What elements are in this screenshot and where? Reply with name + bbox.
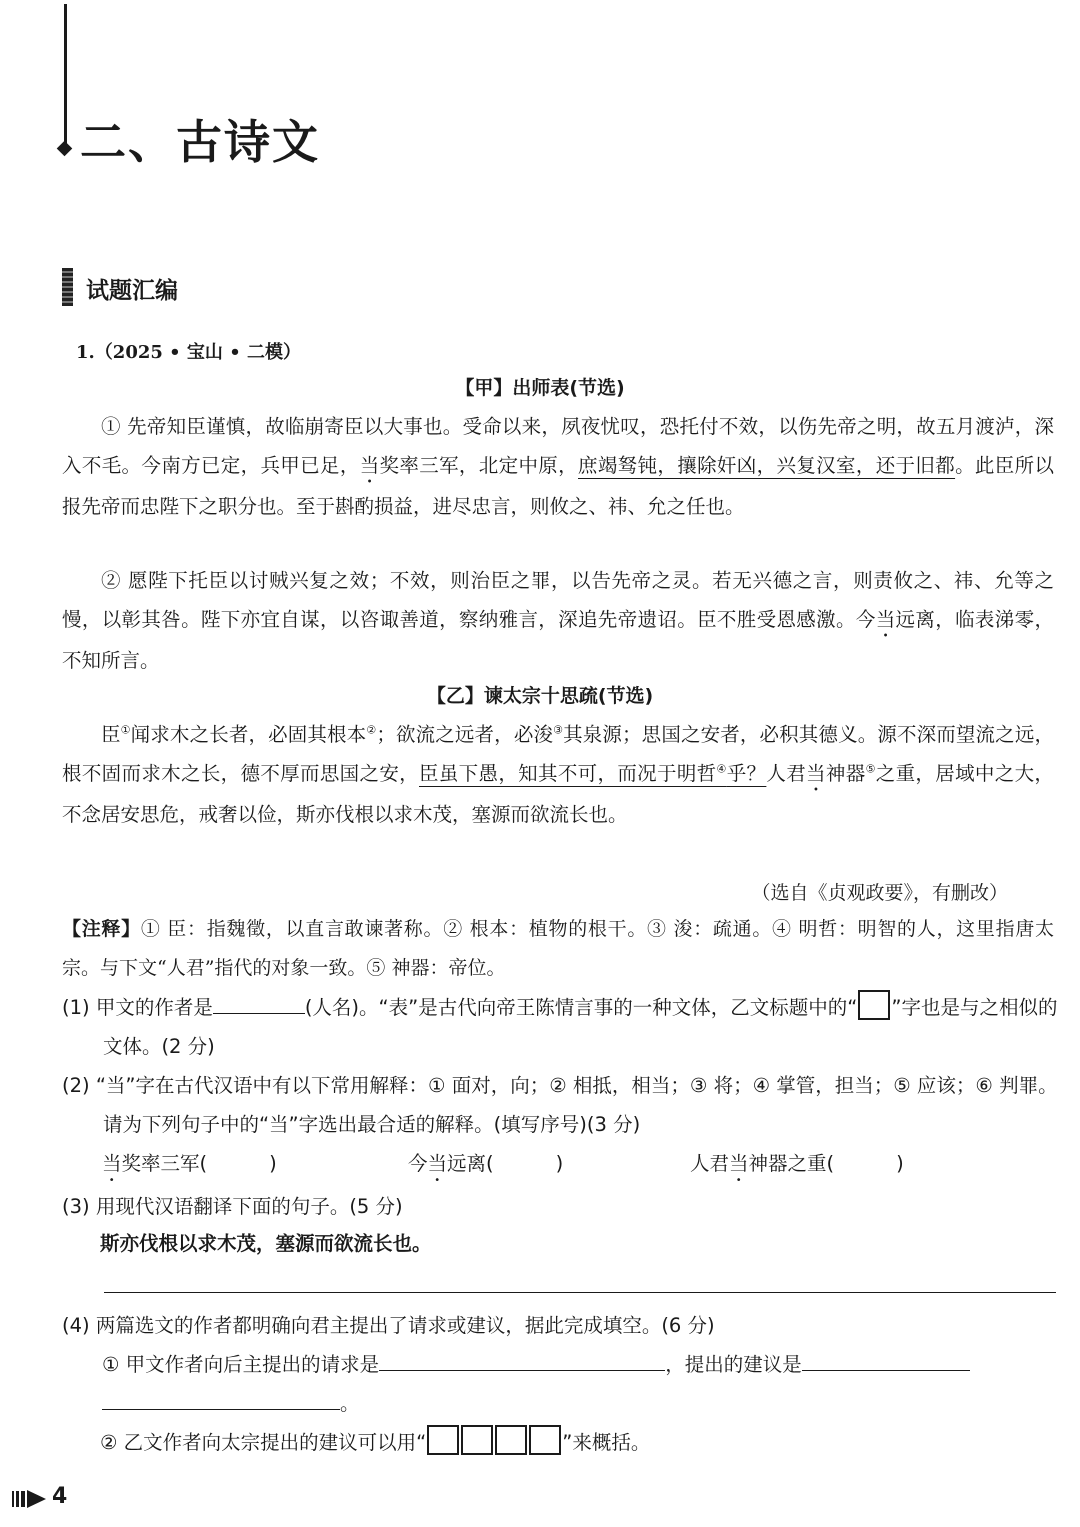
text-run: 今 xyxy=(408,1152,428,1175)
q2-item-2 xyxy=(408,1148,563,1186)
answer-box[interactable] xyxy=(858,990,890,1020)
q2-item-1 xyxy=(102,1148,277,1186)
passage-b-paragraph xyxy=(62,716,1054,834)
text-run: 其泉源；思国之安者，必积其德义。源不深而望流之远，根不固而求木之长，德不厚而思国之安， xyxy=(62,723,1054,785)
text-run: ”字也是与之相似的文体。(2 分) xyxy=(102,996,1058,1058)
text-run: 闻求木之长者，必固其根本 xyxy=(130,723,367,746)
q4-sub-2 xyxy=(100,1423,1055,1462)
dotted-char: 当 xyxy=(729,1152,749,1175)
note-ref: ② xyxy=(366,723,377,737)
question-4: (4) 两篇选文的作者都明确向君主提出了请求或建议，据此完成填空。(6 分) xyxy=(62,1314,715,1337)
q2-item-3 xyxy=(690,1148,904,1186)
text-run: ；欲流之远者，必浚 xyxy=(376,723,554,746)
text-run: 奖率三军( xyxy=(121,1152,208,1175)
text-run: 之重，居域中之大，不念居安思危，戒奢以俭，斯亦伐根以求木茂，塞源而欲流长也。 xyxy=(62,761,1054,826)
request-answer-blank[interactable] xyxy=(379,1348,665,1371)
question-3: (3) 用现代汉语翻译下面的句子。(5 分) xyxy=(62,1195,403,1218)
passage-a-paragraph-1 xyxy=(62,408,1054,526)
passage-b-title: 【乙】谏太宗十思疏(节选) xyxy=(426,685,654,707)
answer-box[interactable] xyxy=(461,1425,493,1455)
question-2: (2) “当”字在古代汉语中有以下常用解释：① 面对，向；② 相抵，相当；③ 将；④ 掌管，担当；⑤ 应该；⑥ 判罪。请为下列句子中的“当”字选出最合适的解释。(填写序号)(3 分) xyxy=(62,1074,1058,1136)
text-run: 。 xyxy=(340,1392,360,1415)
text-run: ① 甲文作者向后主提出的请求是 xyxy=(102,1353,380,1376)
chapter-rule-line xyxy=(64,4,67,150)
dotted-char: 当 xyxy=(359,453,380,477)
dotted-char: 当 xyxy=(102,1152,122,1175)
note-ref: ③ xyxy=(553,723,564,737)
section-marker xyxy=(62,268,73,306)
answer-box[interactable] xyxy=(427,1425,459,1455)
annotations-label: 【注释】 xyxy=(62,918,141,940)
text-run: ，提出的建议是 xyxy=(665,1353,802,1376)
question-1 xyxy=(62,988,1063,1066)
text-run: (人名)。“表”是古代向帝王陈情言事的一种文体，乙文标题中的“ xyxy=(304,996,858,1019)
text-run: 远离( xyxy=(447,1152,494,1175)
page-arrow-icon xyxy=(12,1488,48,1510)
text-run: ) xyxy=(269,1152,277,1175)
source-citation: （选自《贞观政要》，有删改） xyxy=(751,882,1008,904)
question-header: 1.（2025 • 宝山 • 二模） xyxy=(76,342,301,363)
q4-sub-1 xyxy=(102,1345,1057,1384)
dotted-char: 当 xyxy=(427,1152,448,1175)
text-run: 臣虽下愚，知其不可，而况于明哲 xyxy=(419,761,717,785)
note-ref: ⑤ xyxy=(865,762,876,776)
passage-a-title: 【甲】出师表(节选) xyxy=(455,377,625,399)
suggestion-answer-blank[interactable] xyxy=(802,1348,970,1371)
text-run: 人君 xyxy=(690,1152,730,1175)
answer-box[interactable] xyxy=(495,1425,527,1455)
text-run: ) xyxy=(896,1152,904,1175)
section-title: 试题汇编 xyxy=(86,278,178,304)
note-ref: ④ xyxy=(716,762,727,776)
dotted-char: 当 xyxy=(806,761,826,785)
underlined-sentence xyxy=(419,762,766,785)
q4-sub-1-cont xyxy=(102,1384,1057,1423)
text-run: ) xyxy=(555,1152,564,1175)
text-run: ② 乙文作者向太宗提出的建议可以用“ xyxy=(100,1431,427,1454)
note-ref: ① xyxy=(120,723,131,737)
underlined-sentence: 庶竭驽钝，攘除奸凶，兴复汉室，还于旧都 xyxy=(578,453,956,477)
translate-sentence: 斯亦伐根以求木茂，塞源而欲流长也。 xyxy=(100,1232,432,1255)
suggestion-answer-blank-cont[interactable] xyxy=(102,1387,340,1410)
author-answer-blank[interactable] xyxy=(213,991,305,1014)
text-run: (1) 甲文的作者是 xyxy=(62,996,213,1019)
text-run: 远离，临表涕零，不知所言。 xyxy=(62,607,1054,672)
page-number: 4 xyxy=(52,1484,68,1509)
annotations xyxy=(62,910,1054,988)
text-run: ① 先帝知臣谨慎，故临崩寄臣以大事也。受命以来，夙夜忧叹，恐托付不效，以伤先帝之明，故五月渡泸，深入不毛。今南方已定，兵甲已足， xyxy=(62,415,1054,477)
text-run: 神器之重( xyxy=(748,1152,835,1175)
text-run: 臣 xyxy=(101,723,121,746)
text-run: 神器 xyxy=(825,761,866,785)
answer-box[interactable] xyxy=(529,1425,561,1455)
text-run: ”来概括。 xyxy=(562,1431,651,1454)
passage-a-paragraph-2 xyxy=(62,562,1054,680)
text-run: 。此臣所以报先帝而忠陛下之职分也。至于斟酌损益，进尽忠言，则攸之、祎、允之任也。 xyxy=(62,453,1054,518)
annotations-text: ① 臣：指魏徵，以直言敢谏著称。② 根本：植物的根干。③ 浚：疏通。④ 明哲：明智的人，这里指唐太宗。与下文“人君”指代的对象一致。⑤ 神器：帝位。 xyxy=(62,918,1054,979)
text-run: 人君 xyxy=(766,761,807,785)
translation-answer-line[interactable] xyxy=(104,1292,1056,1293)
chapter-title: 二、古诗文 xyxy=(80,115,320,169)
text-run: 乎？ xyxy=(726,761,767,785)
dotted-char: 当 xyxy=(875,607,896,631)
text-run: 奖率三军，北定中原， xyxy=(379,453,579,477)
text-run: ② 愿陛下托臣以讨贼兴复之效；不效，则治臣之罪，以告先帝之灵。若无兴德之言，则责攸之、祎、允等之慢，以彰其咎。陛下亦宜自谋，以咨诹善道，察纳雅言，深追先帝遗诏。臣不胜受恩感激。今 xyxy=(62,569,1054,631)
chapter-rule-diamond xyxy=(57,141,73,157)
